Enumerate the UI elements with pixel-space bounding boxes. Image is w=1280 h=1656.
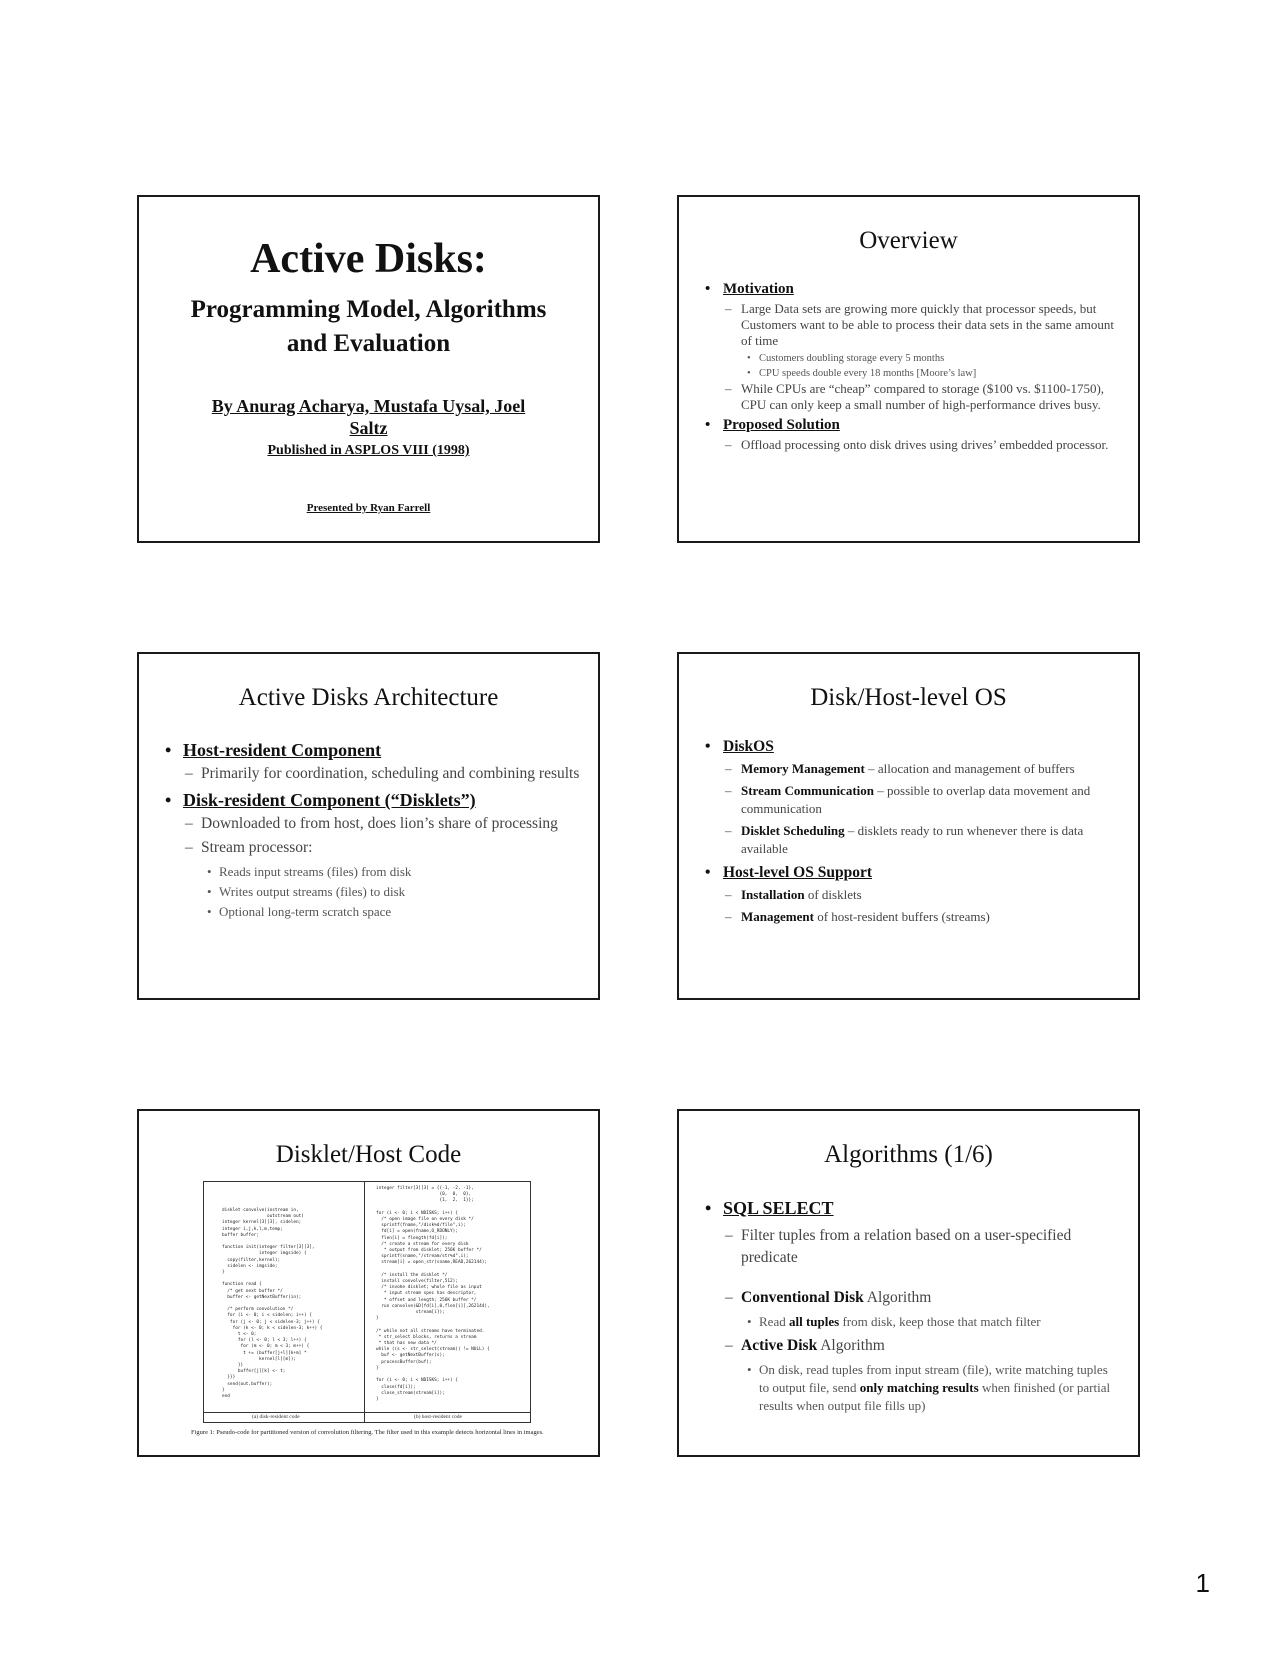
subtitle-line-2: and Evaluation [286,330,451,357]
sub-bullet [705,1287,1120,1309]
text: when finished (or partial results when output file fills up) [759,1380,1111,1413]
slide-bullets [705,1195,1120,1419]
term: Installation [741,887,805,902]
sub-bullet: – Filter tuples from a relation based on a user-specified predicate [705,1225,1120,1269]
publication: Published in ASPLOS VIII (1998) [267,443,470,458]
slide-title: Disklet/Host Code [275,1141,462,1168]
slide-code [137,1109,600,1457]
caption-left: (a) disk-resident code [252,1414,300,1420]
bullet-host-os: • Host-level OS Support [705,862,1120,884]
sub-sub-bullet [705,1361,1120,1415]
sub-bullet: – Large Data sets are growing more quickly that processor speeds, but Customers want to be able to process their data sets in the same amount of time [705,301,1120,349]
sub-bullet: – Offload processing onto disk drives using drives’ embedded processor. [705,437,1120,453]
term: Disklet Scheduling [741,823,845,838]
bullet-diskos: • DiskOS [705,736,1120,758]
slide-title: Algorithms (1/6) [824,1141,993,1168]
spacer [705,1273,1120,1287]
figure-divider [364,1182,365,1422]
slide-bullets [705,279,1120,455]
sub-sub-bullet [705,1313,1120,1331]
term-desc: – disklets ready to run whenever there is data available [741,823,1084,856]
code-figure [203,1181,531,1423]
sub-bullet [705,822,1120,858]
term-desc: of disklets [804,887,862,902]
sub-sub-bullet: • Customers doubling storage every 5 months [705,351,1120,366]
slide-title: Active Disks Architecture [238,684,499,711]
bullet-motivation: • Motivation [705,279,1120,299]
emphasis: all tuples [788,1314,840,1329]
bullet-host: • Host-resident Component [165,738,580,762]
slide-title: Disk/Host-level OS [810,684,1007,711]
slide-os [677,652,1140,1000]
slide-title [137,195,600,543]
sub-bullet [705,782,1120,818]
term: Management [741,909,814,924]
term: Conventional Disk [741,1289,864,1306]
slide-overview [677,195,1140,543]
slide-architecture [137,652,600,1000]
authors-line-1: By Anurag Acharya, Mustafa Uysal, Joel [211,396,526,416]
caption-right: (b) host-resident code [414,1414,462,1420]
term: Memory Management [741,761,865,776]
sub-sub-bullet: • Reads input streams (files) from disk [165,862,580,882]
term: Active Disk [741,1337,818,1354]
subtitle-line-1: Programming Model, Algorithms [190,296,547,323]
host-resident-code: integer filter[3][3] = {{-1, -2, -1}, {0, 0, 0}, {1, 2, 1}}; for (i <- 0; i < NDISKS; i++) { /* open image file on every disk */ sprintf(fname,"/disk%d/file",i); fd[i] = open(fname,O_RDONLY); flen[i] = flength(fd[i]); /* create a stream for every disk * output from disklet; 256K buffer */ sprintf(sname,"/stream/str%d",i); stream[i] = open_str(sname,READ,262144); /* install the disklet */ install convolve(filter,512); /* invoke disklet; whole file as input * input stream spec has descriptor, * offset and length; 256K buffer */ run convolve(&D[fd[i],0,flen[i]],262144), stream[i]); } /* while not all streams have terminated. * str_select blocks, returns a stream * that has new data */ while ((s <- str_select(stream)) != NULL) { buf <- getNextBuffer(s); processBuffer(buf); } for (i <- 0; i < NDISKS; i++) { close(fd[i]); close_stream(stream[i]); } [376,1186,490,1402]
sub-bullet [705,1335,1120,1357]
sub-bullet: – Primarily for coordination, scheduling and combining results [165,764,580,784]
term-desc: – possible to overlap data movement and communication [741,783,1091,816]
bullet-sql-select: • SQL SELECT [705,1195,1120,1221]
sub-sub-bullet: • CPU speeds double every 18 months [Moore’s law] [705,366,1120,381]
sub-bullet [705,908,1120,926]
sub-bullet: – Stream processor: [165,838,580,858]
presenter: Presented by Ryan Farrell [306,502,431,514]
sub-bullet [705,886,1120,904]
sub-bullet [705,760,1120,778]
sub-bullet: – Downloaded to from host, does lion’s share of processing [165,814,580,834]
disk-resident-code: disklet convolve(instream in, outstream out) integer kernel[3][3], sidelen; integer i,j,k,l,m,temp; buffer buffer; function init(integer filter[3][3], integer imgside) { copy(filter,kernel); sidelen <- imgside; } function read { /* get next buffer */ buffer <- getNextBuffer(in); /* perform convolution */ for (i <- 0; i < sidelen; i++) { for (j <- 0; j < sidelen-3; j++) { for (k <- 0; k < sidelen-3; k++) { t <- 0; for (l <- 0; l < 3; l++) { for (m <- 0; m < 3; m++) { t += (buffer[j+l][k+m] * kernel[l][m]); }} buffer[j][k] <- t; }}} send(out,buffer); } end [222,1208,323,1400]
sub-sub-bullet: • Optional long-term scratch space [165,902,580,922]
authors-line-2: Saltz [349,418,388,438]
term: Stream Communication [741,783,875,798]
term-desc: – allocation and management of buffers [864,761,1075,776]
text: from disk, keep those that match filter [839,1314,1041,1329]
bullet-disk: • Disk-resident Component (“Disklets”) [165,788,580,812]
sub-bullet: – While CPUs are “cheap” compared to storage ($100 vs. $1100-1750), CPU can only keep a small number of high-performance drives busy. [705,381,1120,413]
term-desc: Algorithm [817,1337,885,1354]
sub-sub-bullet: • Writes output streams (files) to disk [165,882,580,902]
figure-caption: Figure 1: Pseudo-code for partitioned version of convolution filtering. The filter used in this example detects horizontal lines in images. [191,1429,544,1436]
text: On disk, read tuples from input stream (file), write matching tuples to output file, send [759,1362,1108,1395]
bullet-solution: • Proposed Solution [705,415,1120,435]
slide-bullets [165,738,580,922]
presentation-subtitle [159,293,578,361]
presentation-title: Active Disks: [250,236,487,282]
term-desc: Algorithm [863,1289,932,1306]
page-number: 1 [1195,1568,1210,1598]
slide-title: Overview [859,227,958,254]
slide-bullets [705,736,1120,930]
authors [179,395,558,439]
slide-algorithms [677,1109,1140,1457]
text: Read [759,1314,789,1329]
term-desc: of host-resident buffers (streams) [813,909,990,924]
emphasis: only matching results [859,1380,979,1395]
